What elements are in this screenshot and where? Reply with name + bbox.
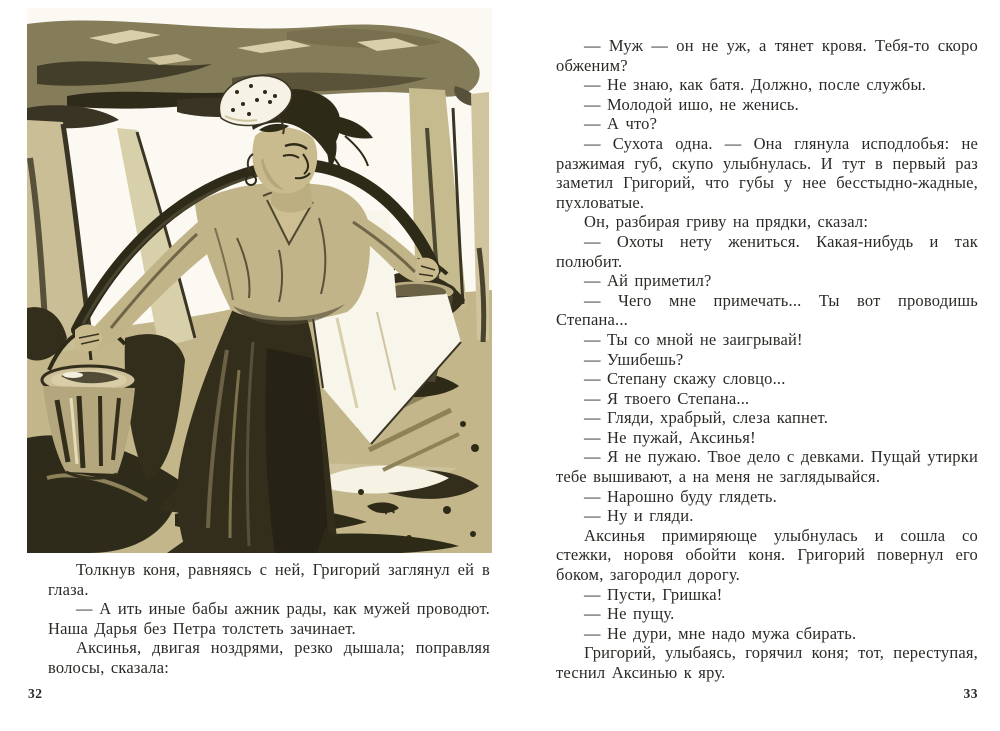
paragraph: — Я твоего Степана... [584, 388, 750, 408]
right-page-text [556, 36, 978, 683]
paragraph: — А ить иные бабы ажник рады, как мужей проводют. Наша Дарья без Петра толстеть зачинает. [48, 599, 490, 638]
paragraph: — Нарошно буду глядеть. [584, 486, 777, 506]
paragraph: — Ай приметил? [584, 271, 712, 291]
paragraph: — Не дури, мне надо мужа сбирать. [584, 623, 857, 643]
paragraph: — Степану скажу словцо... [584, 369, 786, 389]
paragraph: — Молодой ишо, не женись. [584, 94, 799, 114]
paragraph: — Я не пужаю. Твое дело с девками. Пущай утирки тебе вышивают, а на меня не заглядывайся. [556, 447, 978, 487]
paragraph: Он, разбирая гриву на прядки, сказал: [584, 212, 869, 232]
paragraph: — Ты со мной не заигрывай! [584, 329, 803, 349]
paragraph: — Пусти, Гришка! [584, 584, 723, 604]
paragraph: — Ну и гляди. [584, 506, 694, 526]
paragraph: — Сухота одна. — Она глянула исподлобья: не разжимая губ, скупо улыбнулась. И тут в первый раз заметил Григорий, что губы у нее бесстыдно-жадные, пухловатые. [556, 133, 978, 212]
left-page-text [48, 560, 490, 678]
page-right [500, 0, 1000, 731]
paragraph: — Гляди, храбрый, слеза капнет. [584, 408, 829, 428]
paragraph: — Чего мне примечать... Ты вот проводишь Степана... [556, 290, 978, 330]
paragraph: — Муж — он не уж, а тянет кровя. Тебя-то скоро обженим? [556, 36, 978, 75]
paragraph: Толкнув коня, равняясь с ней, Григорий заглянул ей в глаза. [48, 560, 490, 599]
paragraph: Аксинья примиряюще улыбнулась и сошла со стежки, норовя обойти коня. Григорий повернул его боком, загородил дорогу. [556, 525, 978, 585]
page-number-right: 33 [963, 686, 978, 701]
paragraph: Григорий, улыбаясь, горячил коня; тот, переступая, теснил Аксинью к яру. [556, 643, 978, 682]
paragraph: — Не знаю, как батя. Должно, после службы. [584, 75, 927, 95]
page-number-left: 32 [28, 686, 43, 701]
illustration-drawing [27, 8, 492, 553]
book-illustration [27, 8, 492, 553]
paragraph: Аксинья, двигая ноздрями, резко дышала; поправляя волосы, сказала: [48, 638, 490, 677]
paragraph: — А что? [584, 114, 658, 134]
paragraph: — Охоты нету жениться. Какая-нибудь и так полюбит. [556, 231, 978, 271]
paragraph: — Не пужай, Аксинья! [584, 427, 756, 447]
paragraph: — Ушибешь? [584, 349, 684, 369]
paragraph: — Не пущу. [584, 604, 675, 624]
